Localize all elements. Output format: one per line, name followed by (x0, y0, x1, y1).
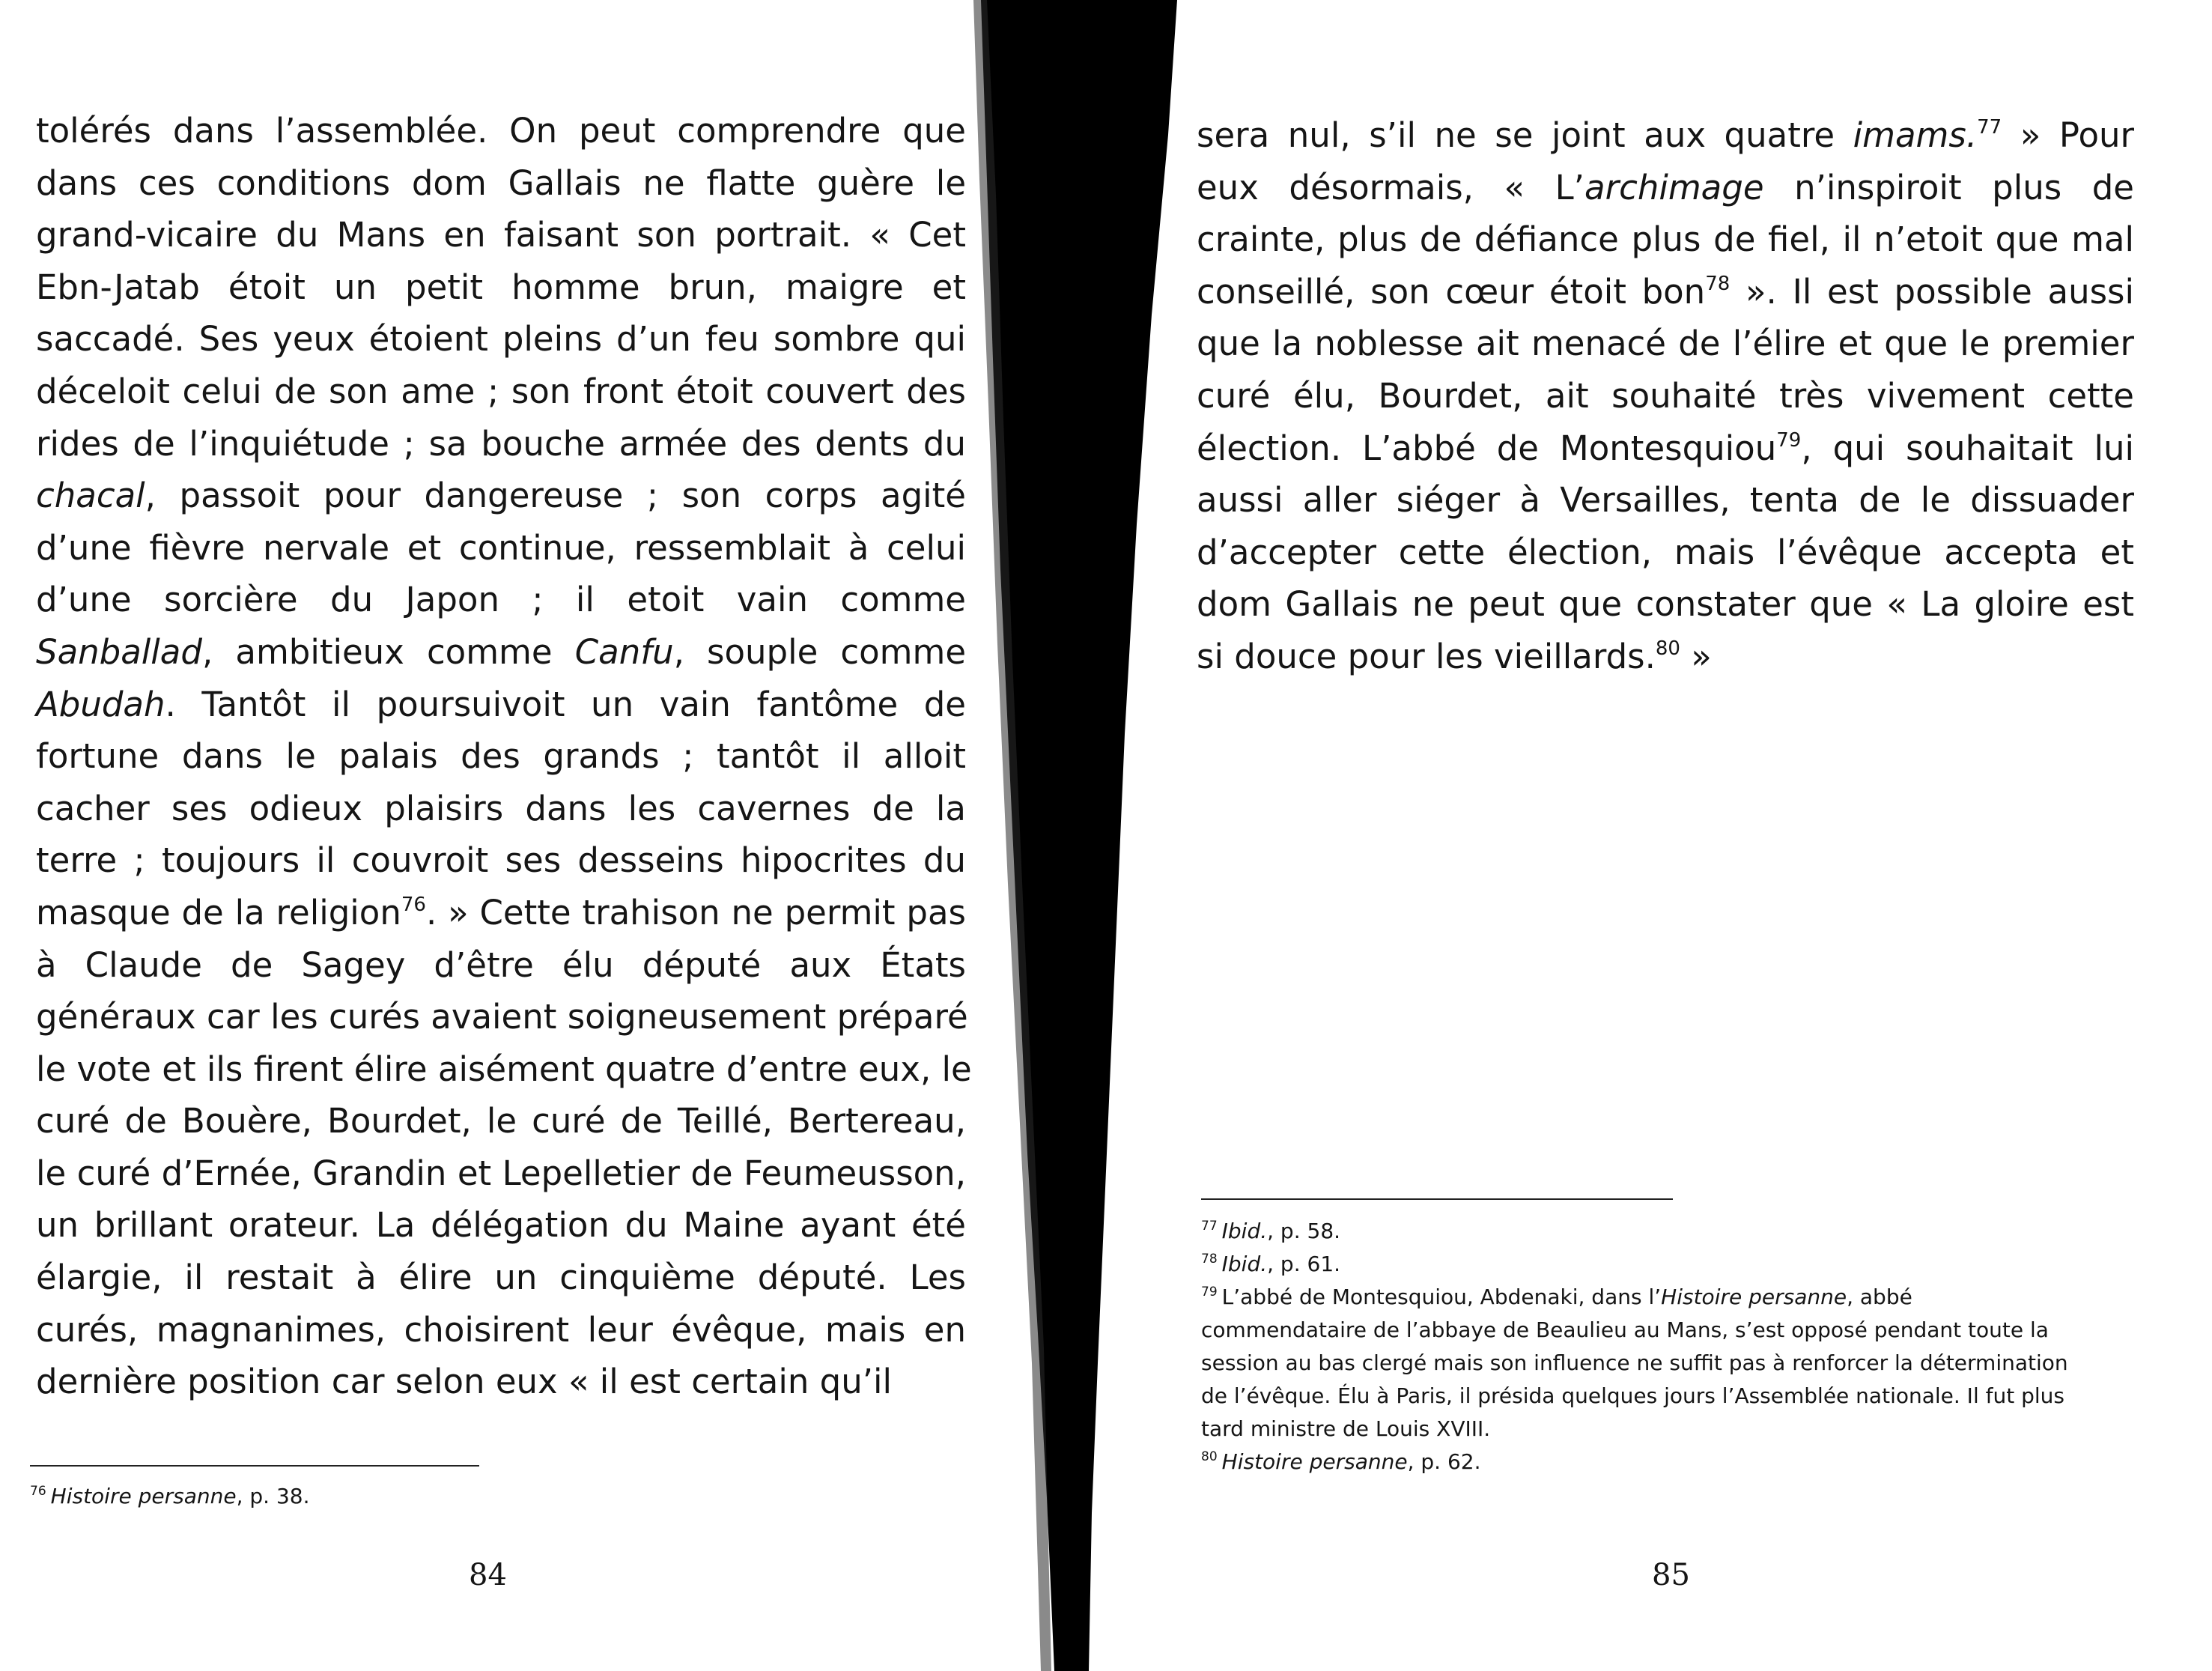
text-line (1197, 578, 2134, 631)
text-line (36, 522, 966, 574)
italic-text: Canfu (574, 631, 674, 672)
text-run: cacher ses odieux plaisirs dans les cavernes de la (36, 788, 966, 828)
text-run: » (1680, 636, 1712, 676)
text-run: dom Gallais ne peut que constater que « La gloire est (1197, 584, 2134, 625)
text-line (36, 1043, 972, 1096)
text-run: saccadé. Ses yeux étoient pleins d’un feu sombre qui (36, 319, 966, 360)
footnote-reference: 78 (1201, 1252, 1218, 1267)
text-line (36, 679, 966, 731)
text-run: , qui souhaitait lui (1801, 428, 2135, 468)
right-page-footnotes (1201, 1215, 2167, 1479)
text-run: de l’évêque. Élu à Paris, il présida quelques jours l’Assemblée nationale. Il fut plus (1201, 1383, 2064, 1408)
text-run: , p. 62. (1407, 1449, 1481, 1474)
text-run: dernière position car selon eux « il est certain qu’il (36, 1362, 893, 1402)
footnote-reference: 76 (30, 1484, 46, 1499)
text-line (36, 1304, 966, 1356)
footnote-reference: 80 (1201, 1449, 1218, 1464)
text-run: ». Il est possible aussi (1730, 271, 2134, 312)
footnote-reference: 77 (1977, 116, 2002, 139)
text-line (1197, 162, 2134, 214)
text-line (1197, 213, 2134, 266)
italic-text: Sanballad (36, 631, 202, 672)
footnote-line (1201, 1314, 2167, 1347)
text-line (36, 470, 966, 522)
text-line (36, 418, 966, 470)
text-run: » Pour (2002, 115, 2134, 155)
text-run: le vote et ils firent élire aisément quatre d’entre eux, le (36, 1049, 972, 1089)
text-line (36, 730, 966, 783)
italic-text: Ibid. (1221, 1219, 1268, 1243)
text-run: grand-vicaire du Mans en faisant son portrait. « Cet (36, 215, 966, 255)
text-run: , passoit pour dangereuse ; son corps agité (145, 476, 966, 516)
text-run: masque de la religion (36, 892, 401, 932)
left-page-body (36, 105, 972, 1408)
text-line (1197, 422, 2134, 475)
page-number-right: 85 (1652, 1558, 1690, 1592)
text-line (1197, 318, 2134, 370)
text-line (1197, 266, 2134, 318)
text-run: élargie, il restait à élire un cinquième député. Les (36, 1258, 966, 1298)
text-run: crainte, plus de défiance plus de fiel, il n’etoit que mal (1197, 219, 2134, 260)
text-line (36, 887, 966, 939)
text-run: d’une fièvre nervale et continue, ressemblait à celui (36, 527, 966, 568)
footnote-line (1201, 1248, 2167, 1281)
footnote-separator (30, 1465, 479, 1467)
text-line (36, 1095, 966, 1147)
text-run: un brillant orateur. La délégation du Maine ayant été (36, 1205, 966, 1246)
footnote-reference: 79 (1201, 1285, 1218, 1300)
italic-text: Histoire persanne (1221, 1449, 1408, 1474)
text-line (36, 626, 966, 679)
text-run: . Tantôt il poursuivoit un vain fantôme de (165, 684, 966, 724)
text-run: session au bas clergé mais son influence ne suffit pas à renforcer la détermination (1201, 1350, 2068, 1375)
text-run: eux désormais, « L’ (1197, 167, 1584, 207)
text-run: aussi aller siéger à Versailles, tenta de le dissuader (1197, 480, 2134, 521)
italic-text: Histoire persanne (50, 1484, 237, 1508)
italic-text: Ibid. (1221, 1252, 1268, 1276)
text-run: L’abbé de Montesquiou, Abdenaki, dans l’ (1221, 1285, 1662, 1309)
text-line (36, 991, 966, 1043)
footnote-line (1201, 1446, 2167, 1479)
text-run: , p. 38. (236, 1484, 310, 1508)
text-line (1197, 109, 2134, 162)
text-line (36, 574, 966, 626)
right-page (1153, 0, 2212, 1671)
italic-text: archimage (1584, 167, 1764, 207)
text-line (1197, 631, 2134, 683)
page-number-left: 84 (469, 1558, 507, 1592)
text-run: , ambitieux comme (201, 631, 575, 672)
text-line (36, 366, 966, 418)
text-run: fortune dans le palais des grands ; tantôt il alloit (36, 736, 966, 777)
text-run: terre ; toujours il couvroit ses desseins hipocrites du (36, 840, 966, 881)
footnote-line (1201, 1413, 2167, 1446)
text-run: , p. 61. (1267, 1252, 1341, 1276)
text-line (36, 313, 966, 366)
text-line (36, 834, 966, 887)
text-line (1197, 527, 2134, 579)
text-line (36, 1356, 966, 1408)
text-run: , abbé (1847, 1285, 1912, 1309)
text-line (36, 1252, 966, 1304)
text-run: Ebn-Jatab étoit un petit homme brun, maigre et (36, 267, 966, 307)
text-run: curé élu, Bourdet, ait souhaité très vivement cette (1197, 375, 2134, 416)
italic-text: chacal (36, 476, 145, 516)
text-run: conseillé, son cœur étoit bon (1197, 271, 1706, 312)
text-line (36, 261, 966, 314)
footnote-line (30, 1480, 929, 1513)
text-line (36, 1199, 966, 1252)
text-run: sera nul, s’il ne se joint aux quatre (1197, 115, 1853, 155)
footnote-line (1201, 1380, 2167, 1413)
text-run: à Claude de Sagey d’être élu député aux États (36, 944, 966, 985)
text-run: si douce pour les vieillards. (1197, 636, 1656, 676)
italic-text: Histoire persanne (1661, 1285, 1847, 1309)
left-page (0, 0, 1003, 1671)
text-run: généraux car les curés avaient soigneusement préparé (36, 997, 968, 1037)
text-run: tolérés dans l’assemblée. On peut comprendre que (36, 111, 966, 151)
footnote-reference: 78 (1705, 272, 1731, 295)
text-line (36, 157, 966, 210)
text-line (36, 1147, 966, 1200)
italic-text: imams. (1853, 115, 1978, 155)
footnote-line (1201, 1215, 2167, 1248)
footnote-reference: 76 (401, 893, 426, 916)
text-run: rides de l’inquiétude ; sa bouche armée des dents du (36, 423, 966, 464)
text-run: d’accepter cette élection, mais l’évêque accepta et (1197, 532, 2134, 572)
text-line (36, 105, 966, 157)
text-run: dans ces conditions dom Gallais ne flatte guère le (36, 163, 966, 203)
right-page-body (1197, 109, 2134, 683)
text-run: curé de Bouère, Bourdet, le curé de Teillé, Bertereau, (36, 1101, 966, 1141)
text-line (36, 209, 966, 261)
text-run: élection. L’abbé de Montesquiou (1197, 428, 1777, 468)
text-line (36, 939, 966, 992)
text-line (1197, 370, 2134, 422)
footnote-separator (1201, 1198, 1673, 1200)
text-run: curés, magnanimes, choisirent leur évêque, mais en (36, 1309, 966, 1350)
footnote-line (1201, 1281, 2167, 1314)
left-page-footnotes (30, 1480, 929, 1513)
footnote-reference: 80 (1655, 637, 1680, 660)
footnote-reference: 79 (1776, 428, 1802, 452)
text-run: , p. 58. (1267, 1219, 1341, 1243)
text-line (36, 783, 966, 835)
text-run: . » Cette trahison ne permit pas (425, 892, 966, 932)
text-run: d’une sorcière du Japon ; il etoit vain comme (36, 580, 966, 620)
italic-text: Abudah (36, 684, 165, 724)
text-run: déceloit celui de son ame ; son front étoit couvert des (36, 371, 966, 411)
text-line (1197, 474, 2134, 527)
text-run: commendataire de l’abbaye de Beaulieu au Mans, s’est opposé pendant toute la (1201, 1317, 2049, 1342)
text-run: , souple comme (673, 631, 967, 672)
text-run: tard ministre de Louis XVIII. (1201, 1416, 1491, 1441)
footnote-reference: 77 (1201, 1219, 1218, 1234)
footnote-line (1201, 1347, 2167, 1380)
text-run: le curé d’Ernée, Grandin et Lepelletier de Feumeusson, (36, 1153, 966, 1193)
text-run: que la noblesse ait menacé de l’élire et que le premier (1197, 324, 2134, 364)
text-run: n’inspiroit plus de (1763, 167, 2134, 207)
